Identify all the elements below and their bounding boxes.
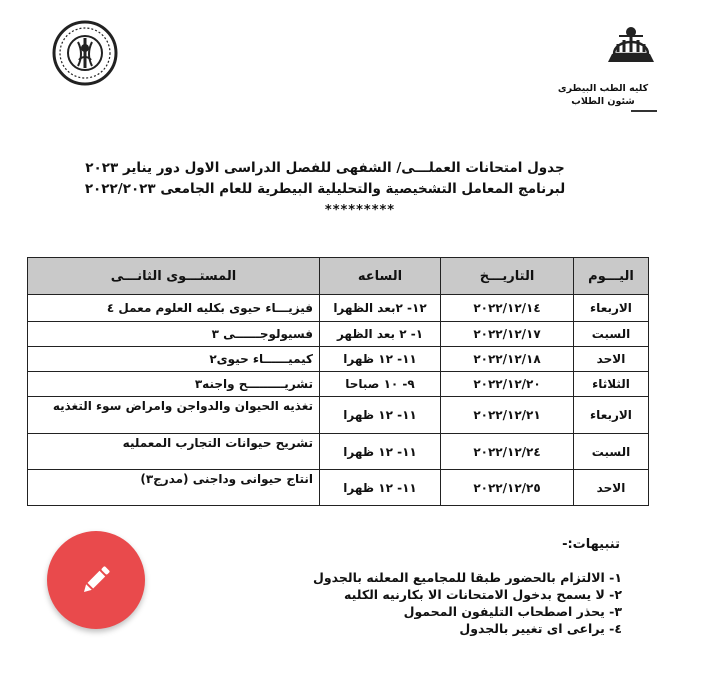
cell-day: السبت <box>574 322 649 347</box>
table-row <box>28 372 649 397</box>
cell-day: الاربعاء <box>574 397 649 434</box>
table-row <box>28 295 649 322</box>
cell-time: ١١- ١٢ ظهرا <box>320 434 441 470</box>
cell-date: ٢٠٢٢/١٢/٢٤ <box>441 434 574 470</box>
cell-day: الاحد <box>574 347 649 372</box>
header-time: الساعه <box>320 258 441 295</box>
cell-subject: تشريـــــــــح واجنه٣ <box>28 372 320 397</box>
cell-subject: فسيولوجــــــى ٣ <box>28 322 320 347</box>
cell-date: ٢٠٢٢/١٢/٢٠ <box>441 372 574 397</box>
list-item: ٢- لا يسمح بدخول الامتحانات الا بكارنيه الكليه <box>344 587 622 602</box>
notes-title: تنبيهات:- <box>562 537 620 552</box>
cell-subject: كيميــــــاء حيوى٢ <box>28 347 320 372</box>
faculty-name: كليه الطب البيطرى <box>557 83 649 94</box>
list-item: ٣- يحذر اصطحاب التليفون المحمول <box>403 604 622 619</box>
faculty-emblem-icon <box>604 24 658 64</box>
cell-time: ١٢- ٢بعد الظهرا <box>320 295 441 322</box>
cell-subject: تشريح حيوانات التجارب المعمليه <box>28 434 320 470</box>
table-row <box>28 470 649 506</box>
cell-subject: تغذيه الحيوان والدواجن وامراض سوء التغذيه <box>28 397 320 434</box>
cell-day: الثلاثاء <box>574 372 649 397</box>
pencil-icon <box>78 562 114 598</box>
list-item: ١- الالتزام بالحضور طبقا للمجاميع المعلنه بالجدول <box>313 570 622 585</box>
cell-time: ١- ٢ بعد الظهر <box>320 322 441 347</box>
cell-time: ١١- ١٢ ظهرا <box>320 397 441 434</box>
cell-time: ١١- ١٢ ظهرا <box>320 347 441 372</box>
cell-date: ٢٠٢٢/١٢/١٤ <box>441 295 574 322</box>
list-item: ٤- يراعى اى تغيير بالجدول <box>459 621 622 636</box>
cell-subject: انتاج حيوانى وداجنى (مدرج٣) <box>28 470 320 506</box>
table-row <box>28 397 649 434</box>
cell-day: السبت <box>574 434 649 470</box>
table-row <box>28 434 649 470</box>
cell-day: الاربعاء <box>574 295 649 322</box>
table-header-row <box>28 258 649 295</box>
table-row <box>28 322 649 347</box>
header-divider <box>631 110 657 112</box>
exam-schedule-table <box>27 257 649 506</box>
cell-date: ٢٠٢٢/١٢/١٨ <box>441 347 574 372</box>
edit-fab-button[interactable] <box>47 531 145 629</box>
stars-divider: ********* <box>324 203 396 218</box>
cell-time: ١١- ١٢ ظهرا <box>320 470 441 506</box>
header-day: اليـــوم <box>574 258 649 295</box>
header-level: المستـــوى الثانـــى <box>28 258 320 295</box>
page-title: جدول امتحانات العملـــى/ الشفهى للفصل الدراسى الاول دور يناير ٢٠٢٣ <box>85 160 565 176</box>
cell-subject: فيزيـــاء حيوى بكليه العلوم معمل ٤ <box>28 295 320 322</box>
university-seal-icon <box>52 20 118 86</box>
department-name: شئون الطلاب <box>571 96 635 107</box>
page-subtitle: لبرنامج المعامل التشخيصية والتحليلية البيطرية للعام الجامعى ٢٠٢٢/٢٠٢٣ <box>84 181 566 197</box>
cell-day: الاحد <box>574 470 649 506</box>
notes-list <box>313 569 622 637</box>
table-row <box>28 347 649 372</box>
cell-date: ٢٠٢٢/١٢/١٧ <box>441 322 574 347</box>
cell-date: ٢٠٢٢/١٢/٢١ <box>441 397 574 434</box>
header-date: التاريـــخ <box>441 258 574 295</box>
faculty-name-block <box>548 82 658 108</box>
cell-time: ٩- ١٠ صباحا <box>320 372 441 397</box>
cell-date: ٢٠٢٢/١٢/٢٥ <box>441 470 574 506</box>
